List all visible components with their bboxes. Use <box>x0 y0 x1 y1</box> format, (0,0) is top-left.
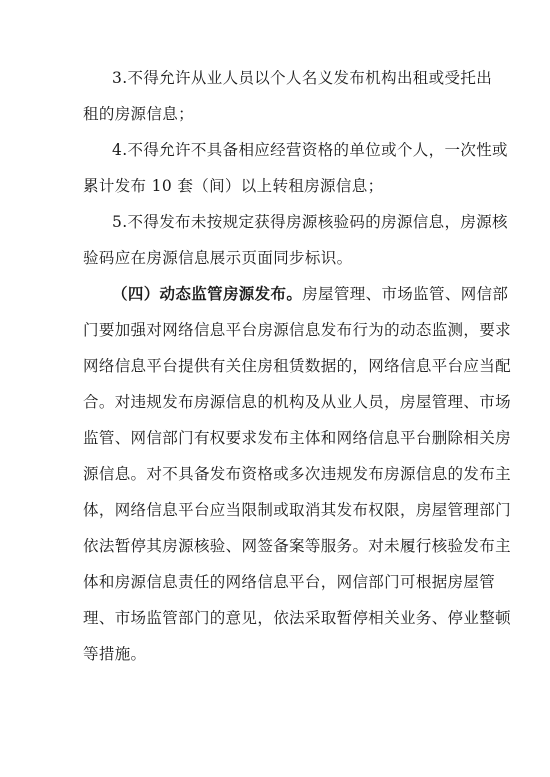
item-4-line-2: 累计发布 10 套（间）以上转租房源信息； <box>83 177 384 195</box>
item-3-line-2: 租的房源信息； <box>83 105 194 123</box>
item-4-line-1: 4.不得允许不具备相应经营资格的单位或个人，一次性或 <box>112 141 508 159</box>
section-4-line-1: 房屋管理、市场监管、网信部 <box>302 285 509 303</box>
section-4-line-5: 监管、网信部门有权要求发布主体和网络信息平台删除相关房 <box>83 429 511 447</box>
section-4-line-3: 网络信息平台提供有关住房租赁数据的，网络信息平台应当配 <box>83 357 511 375</box>
section-4-line-4: 合。对违规发布房源信息的机构及从业人员，房屋管理、市场 <box>83 393 511 411</box>
item-5-line-2: 验码应在房源信息展示页面同步标识。 <box>83 249 353 267</box>
section-4-line-6: 源信息。对不具备发布资格或多次违规发布房源信息的发布主 <box>83 465 511 483</box>
item-3-line-1: 3.不得允许从业人员以个人名义发布机构出租或受托出 <box>112 69 493 87</box>
section-4-line-7: 体，网络信息平台应当限制或取消其发布权限，房屋管理部门 <box>83 501 511 519</box>
section-4-line-2: 门要加强对网络信息平台房源信息发布行为的动态监测，要求 <box>83 321 511 339</box>
section-4-lead: （四）动态监管房源发布。 <box>112 284 303 303</box>
section-4-line-10: 理、市场监管部门的意见，依法采取暂停相关业务、停业整顿 <box>83 609 511 627</box>
section-4-line-9: 体和房源信息责任的网络信息平台，网信部门可根据房屋管 <box>83 573 496 591</box>
section-4-line-11: 等措施。 <box>83 645 147 663</box>
section-4-first-line <box>112 284 508 304</box>
item-5-line-1: 5.不得发布未按规定获得房源核验码的房源信息，房源核 <box>112 213 508 231</box>
section-4-line-8: 依法暂停其房源核验、网签备案等服务。对未履行核验发布主 <box>83 537 511 555</box>
